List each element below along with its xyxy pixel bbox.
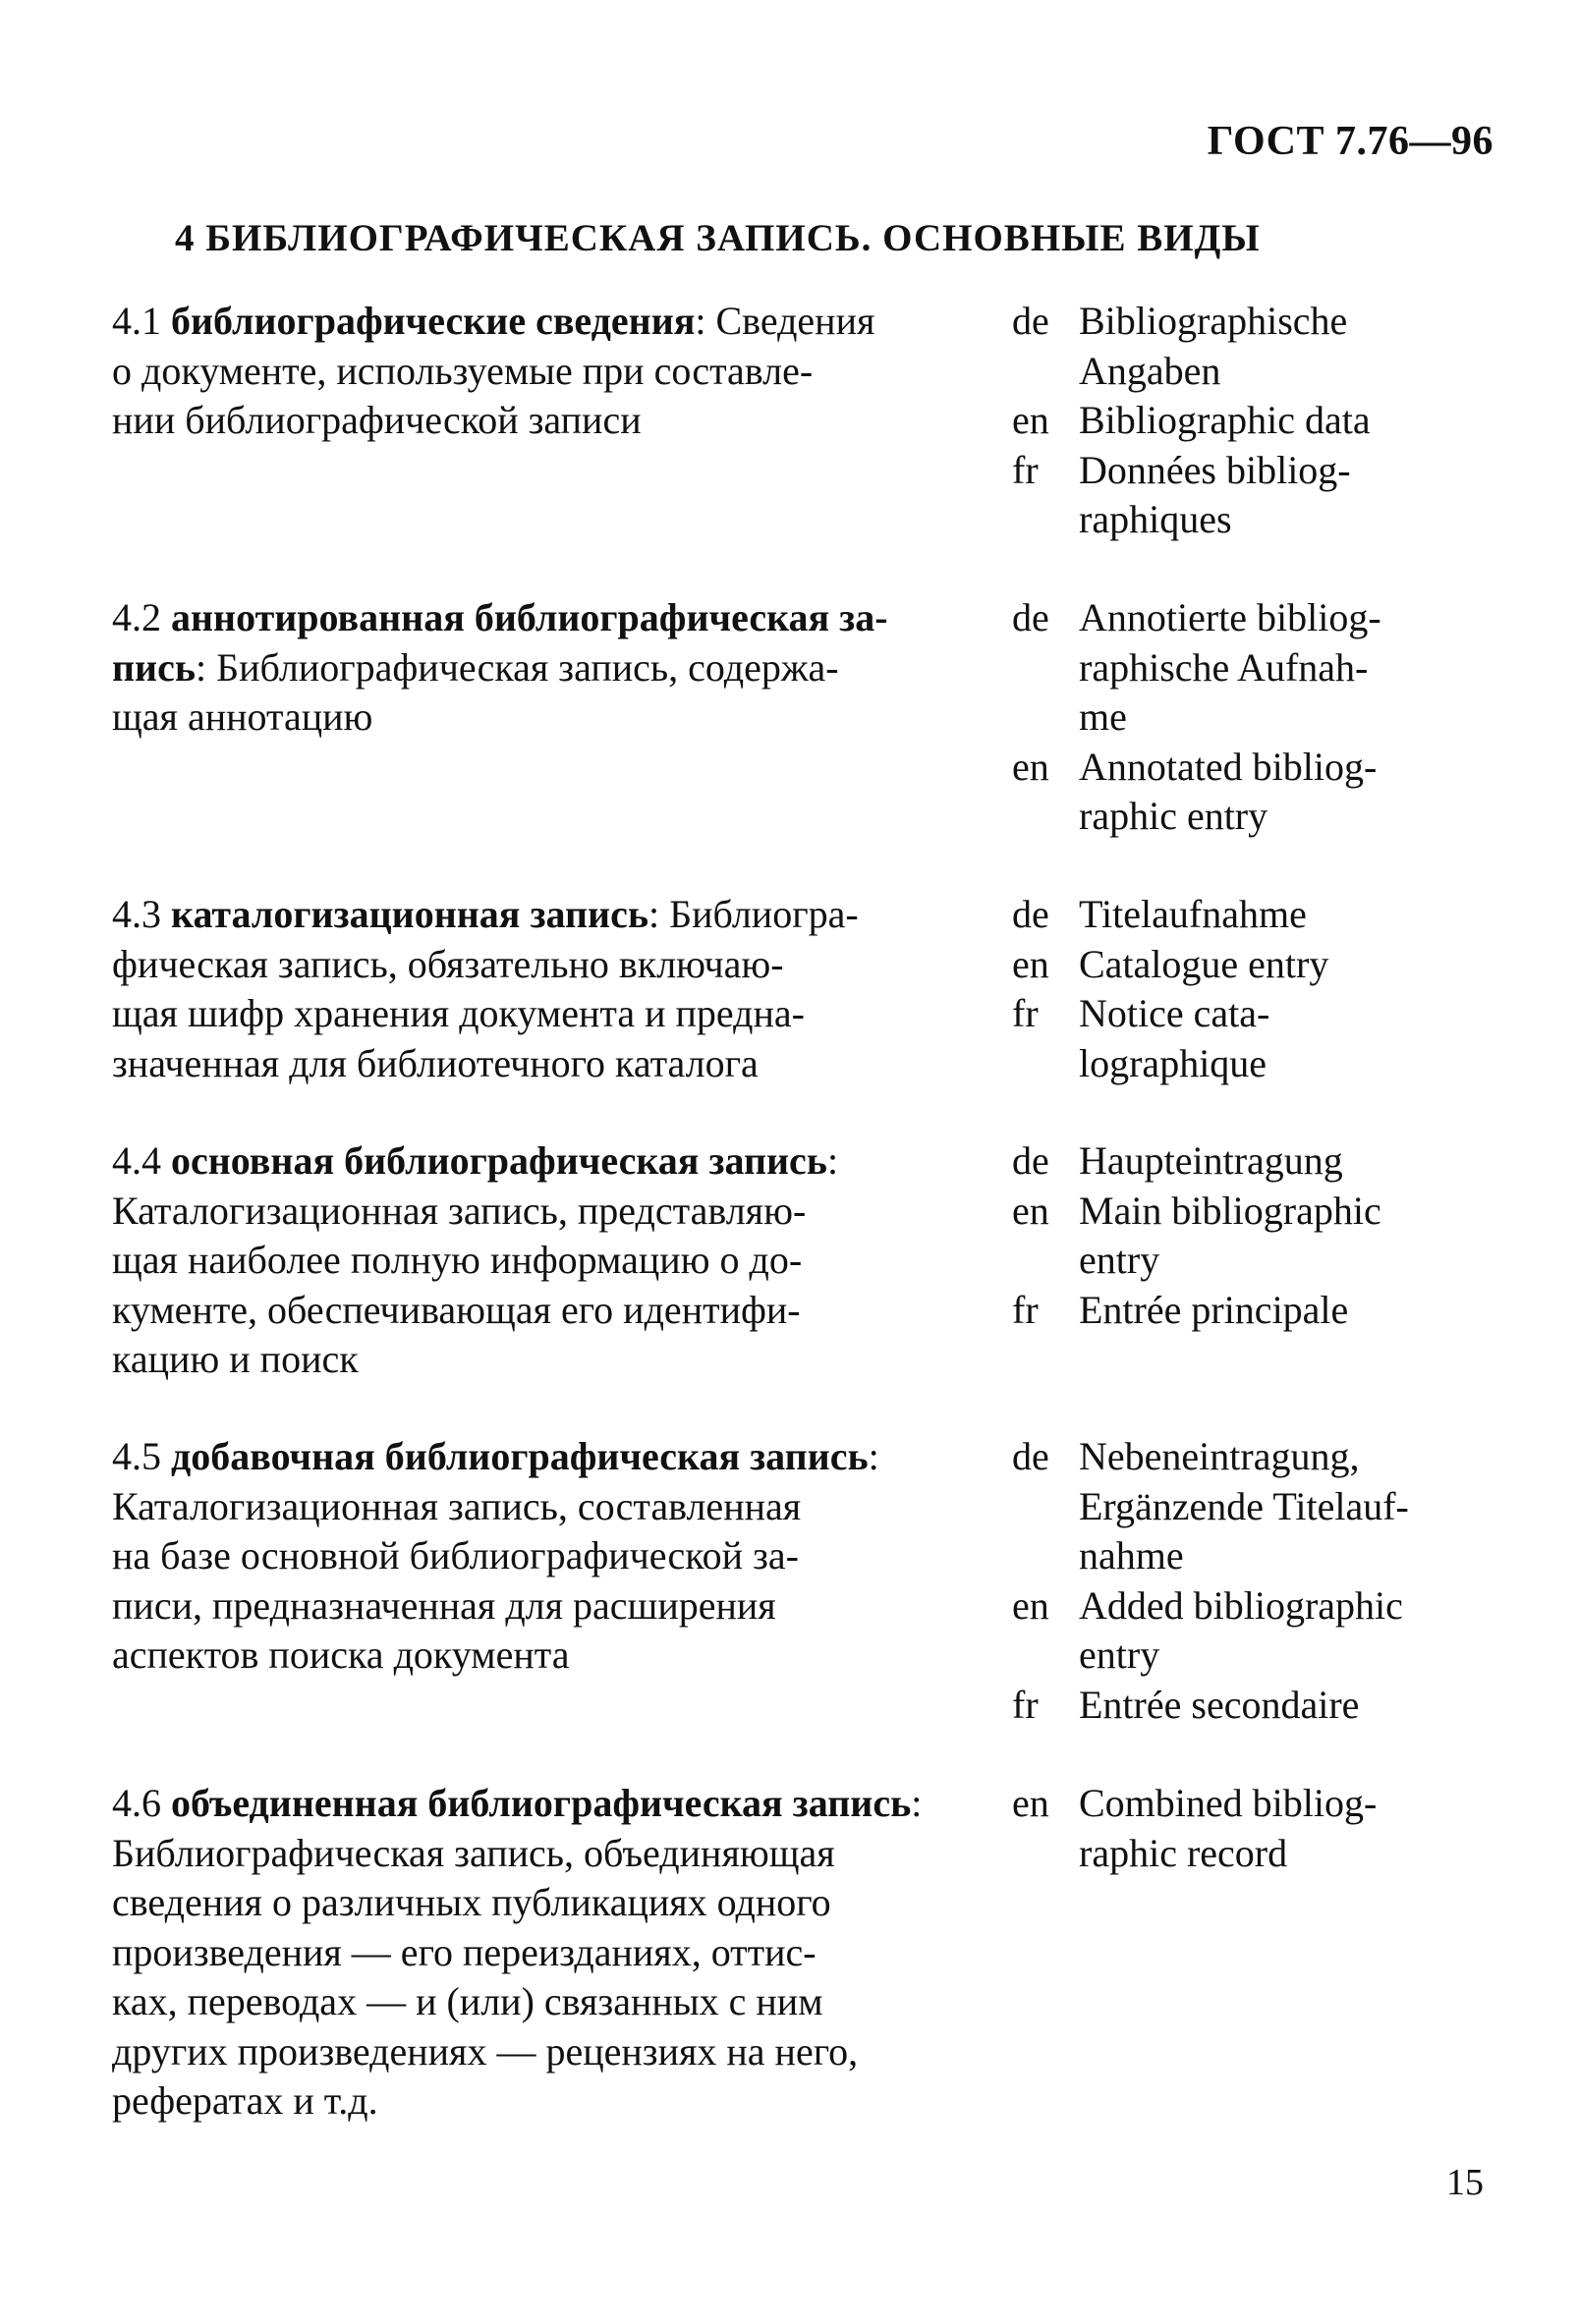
translation-line [1012,792,1543,842]
definition-text: : Сведения [695,299,875,343]
entry-term: аннотированная библиографическая за- [171,595,888,639]
translation-line [1012,1136,1543,1187]
lang-code: en [1012,1188,1049,1233]
definition-line [112,1432,957,1482]
translation-line [1012,1482,1543,1532]
definition-line [112,593,957,643]
translation-text: Données bibliog- [1079,447,1351,492]
definition-line: рефератах и т.д. [112,2078,378,2123]
entry-translations [1012,1136,1543,1335]
translation-line [1012,1829,1543,1879]
translation-text: raphische Aufnah- [1079,644,1369,690]
translation-text: me [1079,694,1127,739]
lang-code: en [1012,941,1049,986]
definition-line: фическая запись, обязательно включаю- [112,941,784,986]
lang-code: de [1012,1138,1049,1183]
entry-number: 4.4 [112,1138,161,1183]
lang-code: de [1012,595,1049,639]
entry-translations [1012,1779,1543,1878]
page-number: 15 [1446,2162,1484,2203]
entry-number: 4.5 [112,1434,161,1478]
lang-code: en [1012,1781,1049,1825]
lang-code: fr [1012,991,1039,1035]
definition-line: нии библиографической записи [112,398,642,442]
definition-line: о документе, используемые при составле- [112,348,814,393]
definition-line: на базе основной библиографической за- [112,1533,799,1577]
definition-line: Каталогизационная запись, представляю- [112,1188,807,1233]
translation-text: Ergänzende Titelauf- [1079,1483,1409,1528]
translation-line [1012,297,1543,347]
translation-text: Annotated bibliog- [1079,744,1378,789]
translation-text: entry [1079,1238,1160,1282]
definition-text: : [826,1138,839,1183]
document-code: ГОСТ 7.76—96 [1207,119,1493,164]
entry-definition [112,890,957,1088]
entry-translations [1012,593,1543,842]
definition-line: сведения о различных публикациях одного [112,1880,831,1924]
translation-line [1012,743,1543,793]
translation-line [1012,1681,1543,1731]
translation-text: lographique [1079,1040,1267,1085]
translation-line [1012,1432,1543,1482]
translation-line [1012,1581,1543,1632]
translation-text: raphiques [1079,497,1232,541]
definition-text: : Библиографическая запись, содержа- [196,644,839,690]
translation-line [1012,446,1543,496]
translation-line [1012,593,1543,643]
entry-definition [112,1136,957,1385]
entry-number: 4.1 [112,299,161,343]
translation-line [1012,989,1543,1039]
entry-definition [112,1779,957,2127]
entry-translations [1012,890,1543,1088]
lang-code: en [1012,744,1049,789]
definition-text: : [868,1434,879,1478]
translation-line [1012,940,1543,990]
entry-term: пись [112,644,196,690]
translation-text: Notice cata- [1079,991,1270,1035]
translation-text: Titelaufnahme [1079,892,1307,936]
entry-term: каталогизационная запись [171,892,648,936]
definition-text: : Библиогра- [648,892,859,936]
translation-line [1012,890,1543,940]
translation-text: Entrée principale [1079,1287,1349,1332]
definition-line: значенная для библиотечного каталога [112,1040,759,1085]
definition-line: писи, предназначенная для расширения [112,1582,776,1628]
translation-line [1012,1631,1543,1681]
entry-definition [112,1432,957,1681]
entry-definition [112,593,957,743]
lang-code: en [1012,398,1049,442]
lang-code: de [1012,892,1049,936]
translation-text: raphic entry [1079,794,1268,838]
translation-text: Angaben [1079,348,1221,393]
translation-text: Bibliographische [1079,299,1348,343]
lang-code: en [1012,1582,1049,1628]
translation-text: Haupteintragung [1079,1138,1343,1183]
definition-line: Каталогизационная запись, составленная [112,1483,802,1528]
entry-number: 4.6 [112,1781,161,1825]
entry-number: 4.2 [112,595,161,639]
translation-line [1012,1039,1543,1089]
definition-line [112,1779,957,1829]
definition-line: кацию и поиск [112,1337,359,1381]
lang-code: de [1012,1434,1049,1478]
definition-line: других произведениях — рецензиях на него, [112,2028,859,2074]
translation-text: Bibliographic data [1079,398,1371,442]
translation-text: nahme [1079,1533,1184,1577]
translation-text: Entrée secondaire [1079,1682,1360,1727]
definition-line [112,1136,957,1187]
definition-line [112,890,957,940]
lang-code: fr [1012,1682,1039,1727]
entry-definition [112,297,957,446]
entry-term: основная библиографическая запись [171,1138,827,1183]
definition-line: Библиографическая запись, объединяющая [112,1830,835,1875]
definition-line: щая наиболее полную информацию о до- [112,1238,803,1282]
translation-text: Nebeneintragung, [1079,1434,1360,1478]
definition-line [112,297,957,347]
entry-term: библиографические сведения [171,299,696,343]
translation-line [1012,1779,1543,1829]
definition-text: : [911,1781,923,1825]
definition-line: щая шифр хранения документа и предна- [112,991,805,1035]
definition-line: аспектов поиска документа [112,1632,570,1677]
translation-line [1012,495,1543,545]
translation-text: Annotierte bibliog- [1079,595,1381,639]
translation-line [1012,643,1543,693]
section-title: 4 БИБЛИОГРАФИЧЕСКАЯ ЗАПИСЬ. ОСНОВНЫЕ ВИДЫ [175,217,1261,259]
translation-text: Catalogue entry [1079,941,1329,986]
entry-number: 4.3 [112,892,161,936]
definition-line: кументе, обеспечивающая его идентифи- [112,1287,801,1332]
translation-line [1012,1236,1543,1286]
entry-translations [1012,297,1543,545]
translation-text: Combined bibliog- [1079,1781,1378,1825]
definition-line: произведения — его переизданиях, оттис- [112,1929,817,1974]
translation-line [1012,1286,1543,1336]
translation-line [1012,396,1543,446]
translation-text: Added bibliographic [1079,1582,1403,1628]
translation-line [1012,1187,1543,1237]
lang-code: fr [1012,447,1039,492]
translation-line [1012,1531,1543,1581]
entry-term: добавочная библиографическая запись [171,1434,869,1478]
translation-text: Main bibliographic [1079,1188,1381,1233]
translation-line [1012,692,1543,743]
lang-code: fr [1012,1287,1039,1332]
lang-code: de [1012,299,1049,343]
definition-line [112,643,957,693]
translation-text: raphic record [1079,1830,1288,1875]
definition-line: ках, переводах — и (или) связанных с ним [112,1979,823,2023]
entry-term: объединенная библиографическая запись [171,1781,912,1825]
translation-line [1012,347,1543,397]
definition-line: щая аннотацию [112,694,373,739]
entry-translations [1012,1432,1543,1730]
translation-text: entry [1079,1632,1160,1677]
